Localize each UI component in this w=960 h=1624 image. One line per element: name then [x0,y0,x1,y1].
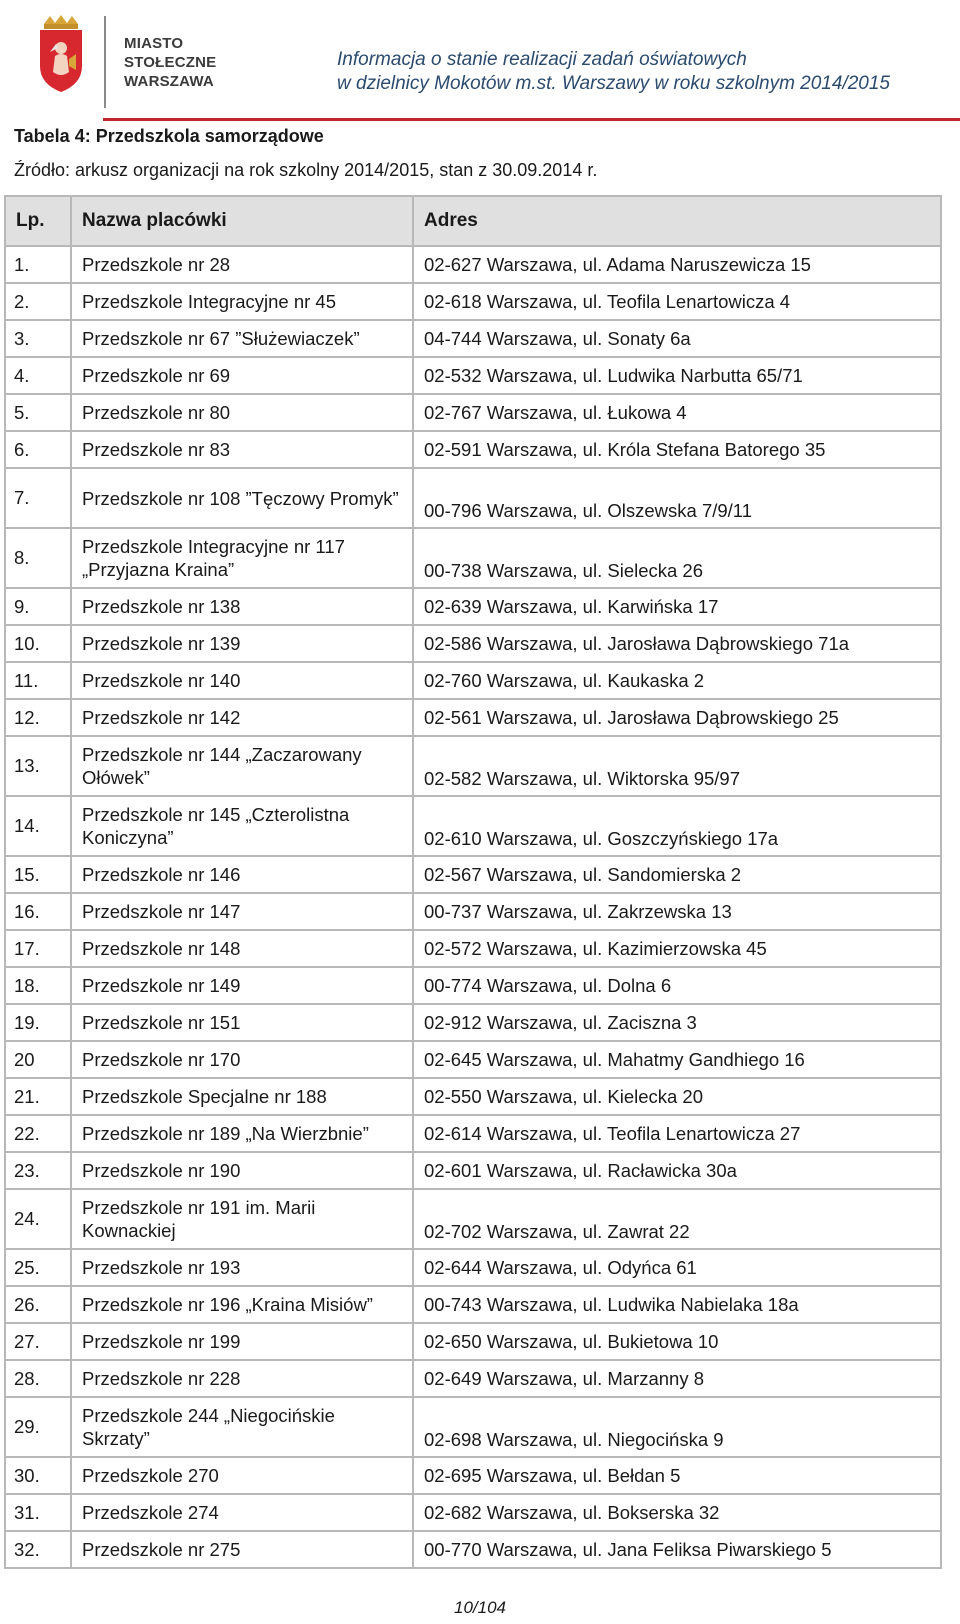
row-address: 02-572 Warszawa, ul. Kazimierzowska 45 [413,930,941,967]
table-row [5,967,941,1004]
logo-divider [104,16,106,108]
row-address: 00-796 Warszawa, ul. Olszewska 7/9/11 [413,468,941,528]
row-address: 02-582 Warszawa, ul. Wiktorska 95/97 [413,736,941,796]
row-name: Przedszkole nr 142 [71,699,413,736]
row-number: 16. [5,893,71,930]
row-address: 02-614 Warszawa, ul. Teofila Lenartowicza 27 [413,1115,941,1152]
column-header-name: Nazwa placówki [71,196,413,246]
row-address: 02-591 Warszawa, ul. Króla Stefana Batorego 35 [413,431,941,468]
row-number: 31. [5,1494,71,1531]
row-number: 5. [5,394,71,431]
row-number: 4. [5,357,71,394]
row-address: 00-770 Warszawa, ul. Jana Feliksa Piwarskiego 5 [413,1531,941,1568]
row-number: 18. [5,967,71,1004]
row-number: 28. [5,1360,71,1397]
row-name: Przedszkole 270 [71,1457,413,1494]
table-row [5,1457,941,1494]
table-row [5,662,941,699]
logo-line: WARSZAWA [124,73,214,90]
row-address: 02-610 Warszawa, ul. Goszczyńskiego 17a [413,796,941,856]
logo-wordmark [124,34,216,91]
row-name: Przedszkole 244 „Niegocińskie Skrzaty” [71,1397,413,1457]
row-number: 2. [5,283,71,320]
table-row [5,893,941,930]
row-name: Przedszkole Integracyjne nr 117 „Przyjazna Kraina” [71,528,413,588]
row-name: Przedszkole nr 138 [71,588,413,625]
table-row [5,1078,941,1115]
row-address: 02-639 Warszawa, ul. Karwińska 17 [413,588,941,625]
row-name: Przedszkole nr 28 [71,246,413,283]
column-header-lp: Lp. [5,196,71,246]
row-name: Przedszkole nr 147 [71,893,413,930]
table-row [5,1249,941,1286]
row-address: 02-618 Warszawa, ul. Teofila Lenartowicza 4 [413,283,941,320]
row-address: 02-644 Warszawa, ul. Odyńca 61 [413,1249,941,1286]
row-name: Przedszkole nr 148 [71,930,413,967]
row-number: 6. [5,431,71,468]
table-row [5,1152,941,1189]
row-address: 02-627 Warszawa, ul. Adama Naruszewicza 15 [413,246,941,283]
row-address: 02-702 Warszawa, ul. Zawrat 22 [413,1189,941,1249]
row-name: Przedszkole nr 149 [71,967,413,1004]
table-row [5,796,941,856]
row-address: 00-743 Warszawa, ul. Ludwika Nabielaka 18a [413,1286,941,1323]
table-header-row [5,196,941,246]
row-number: 12. [5,699,71,736]
table-row [5,1323,941,1360]
row-name: Przedszkole nr 83 [71,431,413,468]
row-address: 00-774 Warszawa, ul. Dolna 6 [413,967,941,1004]
row-number: 26. [5,1286,71,1323]
row-number: 3. [5,320,71,357]
row-address: 02-586 Warszawa, ul. Jarosława Dąbrowskiego 71a [413,625,941,662]
table-row [5,930,941,967]
row-number: 1. [5,246,71,283]
row-number: 19. [5,1004,71,1041]
row-name: Przedszkole nr 67 ”Służewiaczek” [71,320,413,357]
document-title [337,48,890,96]
row-name: Przedszkole nr 139 [71,625,413,662]
table-row [5,246,941,283]
table-row [5,1041,941,1078]
table-row [5,320,941,357]
table-body [5,246,941,1568]
row-address: 02-760 Warszawa, ul. Kaukaska 2 [413,662,941,699]
row-address: 02-567 Warszawa, ul. Sandomierska 2 [413,856,941,893]
row-number: 24. [5,1189,71,1249]
table-title: Tabela 4: Przedszkola samorządowe [14,126,324,146]
logo-line: MIASTO [124,35,184,52]
row-address: 02-645 Warszawa, ul. Mahatmy Gandhiego 16 [413,1041,941,1078]
row-name: Przedszkole nr 228 [71,1360,413,1397]
row-number: 7. [5,468,71,528]
table-row [5,736,941,796]
table-row [5,1360,941,1397]
warsaw-coat-of-arms-icon [36,14,86,94]
table-row [5,431,941,468]
row-address: 02-767 Warszawa, ul. Łukowa 4 [413,394,941,431]
column-header-address: Adres [413,196,941,246]
row-address: 02-650 Warszawa, ul. Bukietowa 10 [413,1323,941,1360]
row-number: 32. [5,1531,71,1568]
table-row [5,394,941,431]
row-number: 9. [5,588,71,625]
row-address: 02-698 Warszawa, ul. Niegocińska 9 [413,1397,941,1457]
row-number: 29. [5,1397,71,1457]
row-name: Przedszkole nr 193 [71,1249,413,1286]
row-name: Przedszkole 274 [71,1494,413,1531]
source-note: Źródło: arkusz organizacji na rok szkolny 2014/2015, stan z 30.09.2014 r. [14,160,598,180]
table-row [5,625,941,662]
table-row [5,1115,941,1152]
row-name: Przedszkole nr 108 ”Tęczowy Promyk” [71,468,413,528]
row-address: 02-682 Warszawa, ul. Bokserska 32 [413,1494,941,1531]
row-address: 02-912 Warszawa, ul. Zaciszna 3 [413,1004,941,1041]
row-name: Przedszkole nr 196 „Kraina Misiów” [71,1286,413,1323]
row-name: Przedszkole nr 69 [71,357,413,394]
row-address: 02-649 Warszawa, ul. Marzanny 8 [413,1360,941,1397]
row-address: 02-532 Warszawa, ul. Ludwika Narbutta 65/71 [413,357,941,394]
row-name: Przedszkole nr 275 [71,1531,413,1568]
row-number: 17. [5,930,71,967]
row-name: Przedszkole nr 80 [71,394,413,431]
row-number: 10. [5,625,71,662]
table-row [5,1286,941,1323]
page-number: 10/104 [454,1598,506,1617]
row-address: 02-695 Warszawa, ul. Bełdan 5 [413,1457,941,1494]
table-row [5,588,941,625]
table-row [5,283,941,320]
row-number: 15. [5,856,71,893]
document-title-line-1: Informacja o stanie realizacji zadań oświatowych [337,49,747,70]
row-name: Przedszkole nr 151 [71,1004,413,1041]
row-address: 00-737 Warszawa, ul. Zakrzewska 13 [413,893,941,930]
row-name: Przedszkole nr 190 [71,1152,413,1189]
kindergartens-table [4,195,942,1569]
row-address: 02-601 Warszawa, ul. Racławicka 30a [413,1152,941,1189]
page-header [0,0,960,125]
row-name: Przedszkole Specjalne nr 188 [71,1078,413,1115]
row-address: 02-550 Warszawa, ul. Kielecka 20 [413,1078,941,1115]
row-name: Przedszkole nr 199 [71,1323,413,1360]
table-row [5,528,941,588]
table-row [5,1531,941,1568]
table-row [5,1189,941,1249]
header-rule [103,118,960,121]
logo-line: STOŁECZNE [124,54,217,71]
row-address: 02-561 Warszawa, ul. Jarosława Dąbrowskiego 25 [413,699,941,736]
document-title-line-2: w dzielnicy Mokotów m.st. Warszawy w roku szkolnym 2014/2015 [337,73,890,94]
table-row [5,1397,941,1457]
row-number: 22. [5,1115,71,1152]
row-name: Przedszkole nr 191 im. Marii Kownackiej [71,1189,413,1249]
row-name: Przedszkole nr 146 [71,856,413,893]
row-name: Przedszkole nr 189 „Na Wierzbnie” [71,1115,413,1152]
row-name: Przedszkole nr 140 [71,662,413,699]
table-row [5,856,941,893]
row-address: 00-738 Warszawa, ul. Sielecka 26 [413,528,941,588]
table-row [5,357,941,394]
row-number: 23. [5,1152,71,1189]
table-row [5,1004,941,1041]
row-number: 14. [5,796,71,856]
row-number: 20 [5,1041,71,1078]
table-row [5,699,941,736]
row-number: 11. [5,662,71,699]
table-row [5,468,941,528]
row-address: 04-744 Warszawa, ul. Sonaty 6a [413,320,941,357]
row-number: 30. [5,1457,71,1494]
table-row [5,1494,941,1531]
row-name: Przedszkole nr 170 [71,1041,413,1078]
row-number: 21. [5,1078,71,1115]
row-number: 8. [5,528,71,588]
row-number: 13. [5,736,71,796]
row-name: Przedszkole Integracyjne nr 45 [71,283,413,320]
row-number: 27. [5,1323,71,1360]
row-number: 25. [5,1249,71,1286]
row-name: Przedszkole nr 144 „Zaczarowany Ołówek” [71,736,413,796]
row-name: Przedszkole nr 145 „Czterolistna Koniczyna” [71,796,413,856]
